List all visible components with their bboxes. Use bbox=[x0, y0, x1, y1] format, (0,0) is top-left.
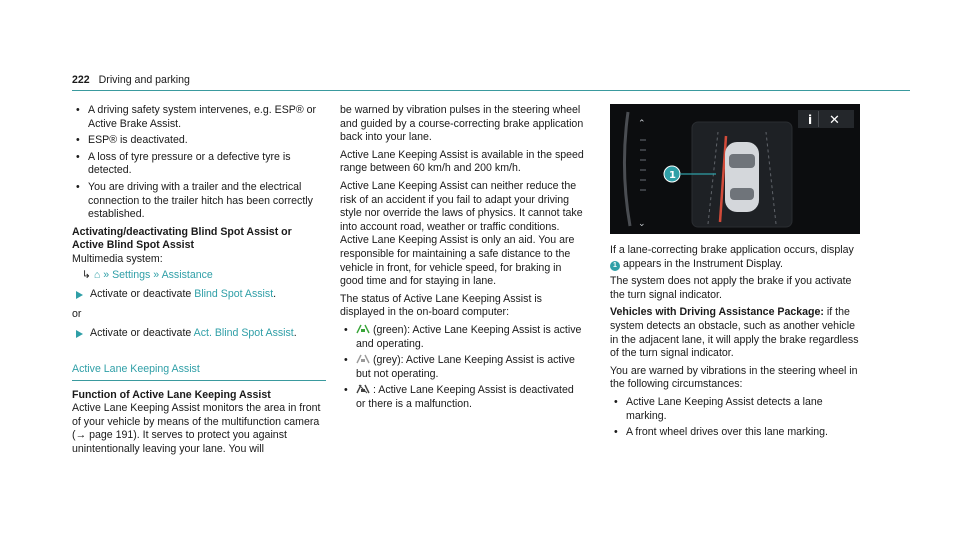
action-list bbox=[72, 327, 326, 341]
home-icon[interactable]: ⌂ bbox=[93, 268, 101, 281]
column-2 bbox=[340, 104, 586, 414]
paragraph: be warned by vibration pulses in the steering wheel and guided by a course-correcting brake application back into your lane. bbox=[340, 104, 584, 144]
or-text: or bbox=[72, 307, 82, 320]
column-3 bbox=[610, 104, 860, 443]
paragraph: The status of Active Lane Keeping Assist is displayed in the on-board computer: bbox=[340, 292, 542, 319]
list-item: • Active Lane Keeping Assist detects a lane marking. bbox=[614, 395, 823, 422]
lane-keeping-grey-icon bbox=[356, 354, 370, 364]
action-list bbox=[72, 288, 326, 302]
column-1 bbox=[72, 104, 326, 460]
page-number: 222 bbox=[72, 74, 90, 86]
instrument-display-image bbox=[610, 104, 860, 234]
bullet-icon: • bbox=[344, 323, 348, 336]
paragraph: The system does not apply the brake if you activate the turn signal indicator. bbox=[610, 275, 852, 301]
svg-text:✕: ✕ bbox=[829, 113, 840, 128]
function-heading: Function of Active Lane Keeping Assist bbox=[72, 388, 271, 401]
paragraph: You are warned by vibrations in the steering wheel in the following circumstances: bbox=[610, 364, 858, 391]
list-item: • : Active Lane Keeping Assist is deactivated or there is a malfunction. bbox=[344, 384, 574, 410]
bullet-icon: • bbox=[614, 395, 618, 408]
header-rule bbox=[72, 90, 910, 91]
bullet-icon: • bbox=[344, 354, 348, 367]
lane-keeping-green-icon bbox=[356, 324, 370, 334]
callout-badge: 1 bbox=[610, 261, 620, 271]
svg-text:1: 1 bbox=[669, 170, 676, 181]
list-item: • You are driving with a trailer and the electrical connection to the trailer hitch has been correctly established. bbox=[76, 180, 313, 221]
bullet-icon: • bbox=[344, 384, 348, 397]
list-item: • A loss of tyre pressure or a defective tyre is detected. bbox=[76, 150, 291, 177]
instrument-display-illustration bbox=[610, 104, 860, 234]
bullet-icon: • bbox=[614, 426, 618, 439]
page-title: Driving and parking bbox=[98, 74, 190, 86]
assistance-link[interactable]: Assistance bbox=[161, 268, 213, 281]
image-caption: If a lane-correcting brake application occurs, display 1 appears in the Instrument Display. bbox=[610, 244, 854, 270]
list-item: • ESP® is deactivated. bbox=[76, 134, 188, 147]
active-blind-spot-assist-link[interactable]: Act. Blind Spot Assist bbox=[193, 327, 294, 340]
bullet-icon: • bbox=[76, 180, 80, 193]
bullet-icon: • bbox=[76, 150, 80, 163]
lane-keeping-off-icon bbox=[356, 384, 370, 394]
paragraph: Active Lane Keeping Assist can neither reduce the risk of an accident if you fail to adapt your driving style nor override the laws of physics. It cannot take into account road, weather or traffic conditions. Active Lane Keeping Assist is only an aid. You are responsible for maintaining a safe distance to the vehicle in front, for vehicle speed, for braking in good time and for staying in lane. bbox=[340, 179, 583, 288]
svg-text:⌃: ⌃ bbox=[638, 119, 646, 129]
list-item: • (green): Active Lane Keeping Assist is active and operating. bbox=[344, 323, 582, 350]
action-item: Activate or deactivate Blind Spot Assist. bbox=[72, 288, 326, 302]
bullet-icon: • bbox=[76, 134, 80, 147]
action-arrow-icon bbox=[76, 291, 83, 299]
paragraph: Vehicles with Driving Assistance Package: if the system detects an obstacle, such as another vehicle in the adjacent lane, it will apply the brake regardless of the turn signal indicator. bbox=[610, 306, 859, 360]
vibration-list bbox=[610, 396, 860, 440]
return-arrow-icon: ↳ bbox=[82, 268, 91, 281]
bullet-icon: • bbox=[76, 104, 80, 116]
vehicles-label: Vehicles with Driving Assistance Package: bbox=[610, 306, 824, 319]
list-item: • A driving safety system intervenes, e.g. ESP® or Active Brake Assist. bbox=[76, 104, 317, 130]
list-item: • A front wheel drives over this lane marking. bbox=[614, 426, 828, 439]
condition-list bbox=[72, 104, 326, 222]
menu-path bbox=[72, 269, 326, 283]
status-list bbox=[340, 324, 586, 412]
multimedia-label: Multimedia system: bbox=[72, 252, 163, 265]
subheading-activating: Activating/deactivating Blind Spot Assist or Active Blind Spot Assist bbox=[72, 225, 292, 252]
function-text: Active Lane Keeping Assist monitors the area in front of your vehicle by means of the multifunction camera (→ page 191). It serves to protect you against unintentionally leaving your lane. You will bbox=[72, 402, 321, 455]
list-item: • (grey): Active Lane Keeping Assist is active but not operating. bbox=[344, 354, 575, 380]
settings-link[interactable]: Settings bbox=[112, 268, 151, 281]
svg-text:i: i bbox=[808, 113, 813, 127]
page-header bbox=[72, 74, 190, 88]
paragraph: Active Lane Keeping Assist is available in the speed range between 60 km/h and 200 km/h. bbox=[340, 148, 584, 175]
action-arrow-icon bbox=[76, 330, 83, 338]
svg-text:⌄: ⌄ bbox=[638, 219, 646, 229]
chevron-right-icon: » bbox=[153, 268, 160, 281]
chevron-right-icon: » bbox=[103, 268, 110, 281]
section-title: Active Lane Keeping Assist bbox=[72, 363, 326, 381]
car-icon bbox=[725, 142, 759, 212]
blind-spot-assist-link[interactable]: Blind Spot Assist bbox=[194, 288, 274, 301]
action-item: Activate or deactivate Act. Blind Spot Assist. bbox=[72, 327, 326, 341]
